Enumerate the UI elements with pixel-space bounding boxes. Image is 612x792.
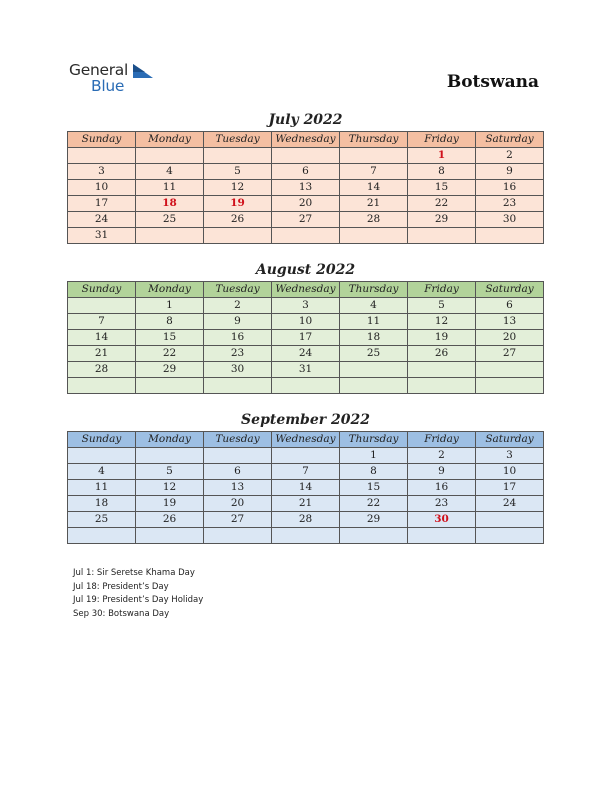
day-cell: 23	[476, 196, 544, 212]
day-cell: 2	[476, 148, 544, 164]
empty-cell	[408, 378, 476, 394]
day-cell: 4	[136, 164, 204, 180]
day-cell: 5	[408, 298, 476, 314]
day-cell: 16	[204, 330, 272, 346]
week-row	[68, 480, 544, 496]
week-row	[68, 298, 544, 314]
day-cell: 12	[204, 180, 272, 196]
day-cell: 6	[476, 298, 544, 314]
day-cell: 27	[476, 346, 544, 362]
day-cell: 6	[204, 464, 272, 480]
weekday-header-row	[68, 282, 544, 298]
empty-cell	[340, 148, 408, 164]
day-cell: 22	[408, 196, 476, 212]
day-cell: 25	[68, 512, 136, 528]
day-cell: 26	[136, 512, 204, 528]
day-cell: 3	[476, 448, 544, 464]
empty-cell	[204, 378, 272, 394]
day-cell: 28	[68, 362, 136, 378]
week-row	[68, 164, 544, 180]
day-cell: 16	[476, 180, 544, 196]
day-cell: 15	[408, 180, 476, 196]
day-cell: 23	[204, 346, 272, 362]
empty-cell	[340, 528, 408, 544]
weekday-sunday: Sunday	[68, 432, 136, 448]
weekday-tuesday: Tuesday	[204, 132, 272, 148]
weekday-header-row	[68, 132, 544, 148]
week-row	[68, 330, 544, 346]
day-cell: 10	[272, 314, 340, 330]
empty-cell	[272, 228, 340, 244]
day-cell: 18	[340, 330, 408, 346]
day-cell: 14	[340, 180, 408, 196]
day-cell: 30	[204, 362, 272, 378]
empty-cell	[340, 228, 408, 244]
day-cell: 4	[340, 298, 408, 314]
weekday-saturday: Saturday	[476, 432, 544, 448]
month-title: July 2022	[268, 112, 343, 128]
weekday-saturday: Saturday	[476, 282, 544, 298]
logo-text-blue: Blue	[91, 77, 125, 95]
day-cell: 31	[68, 228, 136, 244]
day-cell: 1	[136, 298, 204, 314]
empty-cell	[136, 148, 204, 164]
holiday-item: Jul 1: Sir Seretse Khama Day	[73, 568, 195, 578]
day-cell: 20	[476, 330, 544, 346]
logo-flag-icon	[133, 64, 153, 78]
calendar-grid	[67, 431, 544, 544]
empty-cell	[68, 148, 136, 164]
empty-cell	[136, 448, 204, 464]
day-cell: 18	[68, 496, 136, 512]
empty-cell	[476, 512, 544, 528]
day-cell: 10	[476, 464, 544, 480]
empty-cell	[272, 528, 340, 544]
day-cell: 19	[136, 496, 204, 512]
empty-cell	[136, 528, 204, 544]
holiday-day-cell: 19	[204, 196, 272, 212]
day-cell: 3	[272, 298, 340, 314]
day-cell: 29	[340, 512, 408, 528]
day-cell: 29	[408, 212, 476, 228]
weekday-saturday: Saturday	[476, 132, 544, 148]
day-cell: 8	[340, 464, 408, 480]
day-cell: 17	[272, 330, 340, 346]
empty-cell	[476, 378, 544, 394]
week-row	[68, 346, 544, 362]
empty-cell	[476, 228, 544, 244]
day-cell: 12	[408, 314, 476, 330]
logo-text-general: General	[69, 61, 128, 79]
month-september	[67, 410, 544, 544]
weekday-monday: Monday	[136, 132, 204, 148]
day-cell: 24	[476, 496, 544, 512]
holiday-item: Sep 30: Botswana Day	[73, 608, 170, 619]
day-cell: 23	[408, 496, 476, 512]
day-cell: 14	[68, 330, 136, 346]
empty-cell	[272, 148, 340, 164]
day-cell: 29	[136, 362, 204, 378]
day-cell: 1	[340, 448, 408, 464]
day-cell: 17	[68, 196, 136, 212]
holiday-day-cell: 18	[136, 196, 204, 212]
day-cell: 8	[136, 314, 204, 330]
day-cell: 27	[204, 512, 272, 528]
empty-cell	[136, 228, 204, 244]
day-cell: 22	[340, 496, 408, 512]
day-cell: 11	[68, 480, 136, 496]
holiday-item: Jul 19: President’s Day Holiday	[73, 595, 204, 605]
day-cell: 28	[340, 212, 408, 228]
holiday-item: Jul 18: President’s Day	[73, 581, 169, 592]
week-row	[68, 464, 544, 480]
empty-cell	[408, 228, 476, 244]
day-cell: 13	[476, 314, 544, 330]
empty-cell	[68, 448, 136, 464]
weekday-thursday: Thursday	[340, 432, 408, 448]
empty-cell	[408, 528, 476, 544]
day-cell: 8	[408, 164, 476, 180]
day-cell: 14	[272, 480, 340, 496]
week-row	[68, 228, 544, 244]
day-cell: 6	[272, 164, 340, 180]
empty-cell	[340, 362, 408, 378]
empty-cell	[68, 528, 136, 544]
day-cell: 13	[204, 480, 272, 496]
day-cell: 5	[136, 464, 204, 480]
empty-cell	[68, 378, 136, 394]
day-cell: 30	[476, 212, 544, 228]
day-cell: 25	[340, 346, 408, 362]
weekday-friday: Friday	[408, 282, 476, 298]
week-row	[68, 448, 544, 464]
day-cell: 2	[408, 448, 476, 464]
day-cell: 7	[68, 314, 136, 330]
month-july	[67, 110, 544, 244]
weekday-sunday: Sunday	[68, 282, 136, 298]
day-cell: 28	[272, 512, 340, 528]
empty-cell	[272, 448, 340, 464]
week-row	[68, 148, 544, 164]
day-cell: 26	[204, 212, 272, 228]
day-cell: 11	[136, 180, 204, 196]
week-row	[68, 496, 544, 512]
weekday-sunday: Sunday	[68, 132, 136, 148]
weekday-monday: Monday	[136, 282, 204, 298]
empty-cell	[204, 448, 272, 464]
day-cell: 12	[136, 480, 204, 496]
empty-cell	[204, 148, 272, 164]
weekday-friday: Friday	[408, 132, 476, 148]
day-cell: 27	[272, 212, 340, 228]
empty-cell	[340, 378, 408, 394]
week-row	[68, 180, 544, 196]
logo	[69, 61, 169, 97]
day-cell: 15	[136, 330, 204, 346]
weekday-friday: Friday	[408, 432, 476, 448]
country-title: Botswana	[446, 72, 539, 92]
weekday-thursday: Thursday	[340, 282, 408, 298]
day-cell: 9	[476, 164, 544, 180]
week-row	[68, 528, 544, 544]
month-title: September 2022	[241, 412, 370, 428]
empty-cell	[68, 298, 136, 314]
day-cell: 9	[204, 314, 272, 330]
day-cell: 25	[136, 212, 204, 228]
day-cell: 7	[340, 164, 408, 180]
day-cell: 21	[272, 496, 340, 512]
week-row	[68, 196, 544, 212]
calendar-grid	[67, 281, 544, 394]
empty-cell	[136, 378, 204, 394]
week-row	[68, 212, 544, 228]
day-cell: 5	[204, 164, 272, 180]
weekday-wednesday: Wednesday	[272, 432, 340, 448]
weekday-header-row	[68, 432, 544, 448]
day-cell: 21	[340, 196, 408, 212]
week-row	[68, 378, 544, 394]
week-row	[68, 314, 544, 330]
calendar-grid	[67, 131, 544, 244]
empty-cell	[408, 362, 476, 378]
weekday-wednesday: Wednesday	[272, 132, 340, 148]
day-cell: 9	[408, 464, 476, 480]
holiday-day-cell: 1	[408, 148, 476, 164]
day-cell: 11	[340, 314, 408, 330]
day-cell: 20	[272, 196, 340, 212]
day-cell: 21	[68, 346, 136, 362]
empty-cell	[204, 528, 272, 544]
weekday-thursday: Thursday	[340, 132, 408, 148]
day-cell: 22	[136, 346, 204, 362]
day-cell: 13	[272, 180, 340, 196]
week-row	[68, 362, 544, 378]
weekday-tuesday: Tuesday	[204, 432, 272, 448]
empty-cell	[476, 362, 544, 378]
day-cell: 2	[204, 298, 272, 314]
day-cell: 31	[272, 362, 340, 378]
day-cell: 15	[340, 480, 408, 496]
empty-cell	[204, 228, 272, 244]
day-cell: 3	[68, 164, 136, 180]
month-august	[67, 260, 544, 394]
day-cell: 26	[408, 346, 476, 362]
day-cell: 24	[68, 212, 136, 228]
weekday-wednesday: Wednesday	[272, 282, 340, 298]
day-cell: 16	[408, 480, 476, 496]
week-row	[68, 512, 544, 528]
holiday-day-cell: 30	[408, 512, 476, 528]
day-cell: 24	[272, 346, 340, 362]
month-title: August 2022	[255, 262, 356, 278]
day-cell: 4	[68, 464, 136, 480]
day-cell: 10	[68, 180, 136, 196]
weekday-tuesday: Tuesday	[204, 282, 272, 298]
weekday-monday: Monday	[136, 432, 204, 448]
day-cell: 7	[272, 464, 340, 480]
day-cell: 19	[408, 330, 476, 346]
holiday-list	[73, 567, 203, 621]
day-cell: 20	[204, 496, 272, 512]
empty-cell	[476, 528, 544, 544]
day-cell: 17	[476, 480, 544, 496]
empty-cell	[272, 378, 340, 394]
